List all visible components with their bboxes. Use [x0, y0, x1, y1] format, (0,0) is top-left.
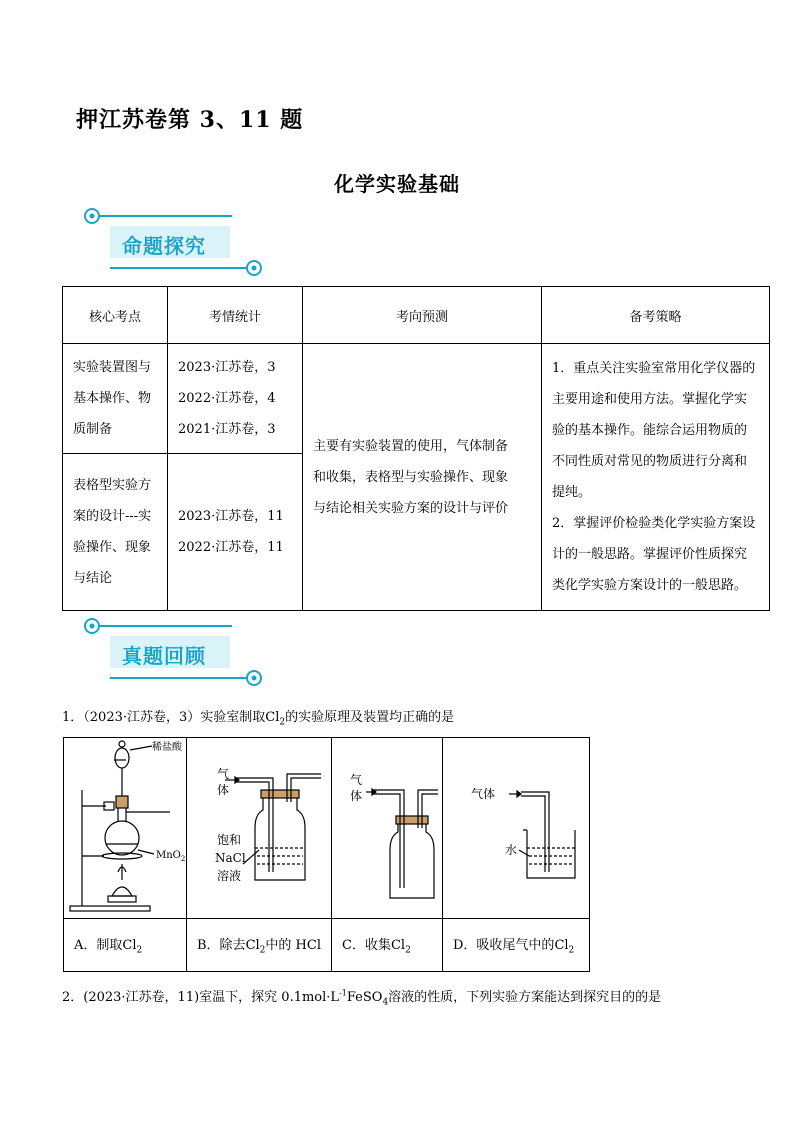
- option-c: C．收集$Cl_2$: [332, 919, 443, 972]
- wash-bottle-apparatus-icon: [187, 738, 331, 918]
- tail-gas-absorption-beaker-icon: [443, 738, 589, 918]
- gas-label-2: 体: [350, 789, 363, 803]
- question-2: 2．(2023·江苏卷，11)室温下，探究 $0.1mol\cdot L^{-1}FeSO_4$溶液的性质，下列实验方案能达到探究目的的是: [62, 988, 662, 1008]
- stats-1: 2023·江苏卷，3 2022·江苏卷，4 2021·江苏卷，3: [168, 344, 303, 454]
- acid-label: 稀盐酸: [152, 742, 182, 753]
- apparatus-c: [332, 738, 443, 919]
- gas-label-1: 气: [217, 767, 230, 781]
- gas-collection-bottle-icon: [332, 738, 442, 918]
- gas-label-1: 气: [350, 773, 363, 787]
- stats-2: 2023·江苏卷，11 2022·江苏卷，11: [168, 454, 303, 611]
- svg-text:MnO2: MnO$_2$: [156, 850, 186, 863]
- option-d: D．吸收尾气中的$Cl_2$: [443, 919, 590, 972]
- banner-review: [78, 614, 268, 688]
- chlorine-generator-apparatus-icon: [64, 738, 186, 918]
- gas-label-2: 体: [217, 783, 230, 797]
- apparatus-a: [64, 738, 187, 919]
- question-1: 1．（2023·江苏卷，3）实验室制取$Cl_2$的实验原理及装置均正确的是: [62, 710, 455, 728]
- apparatus-options-row: [64, 919, 590, 972]
- banner-explore-label: 命题探究: [122, 234, 206, 258]
- core-point-1: 实验装置图与 基本操作、物 质制备: [63, 344, 168, 454]
- apparatus-b: [187, 738, 332, 919]
- apparatus-table: [63, 737, 590, 972]
- option-b: B．除去$Cl_2$中的 HCl: [187, 919, 332, 972]
- header-prediction: 考向预测: [303, 287, 542, 344]
- table-header-row: [63, 287, 770, 344]
- mno2-label: MnO: [156, 850, 181, 861]
- solution-label-1: 饱和: [217, 833, 242, 847]
- table-row: [63, 344, 770, 454]
- page-title: 押江苏卷第 3、11 题: [76, 107, 304, 133]
- gas-label: 气体: [471, 787, 496, 801]
- banner-review-label: 真题回顾: [122, 644, 206, 668]
- header-stats: 考情统计: [168, 287, 303, 344]
- apparatus-images-row: [64, 738, 590, 919]
- option-a: A．制取$Cl_2$: [64, 919, 187, 972]
- header-core-point: 核心考点: [63, 287, 168, 344]
- strategy-cell: 1．重点关注实验室常用化学仪器的 主要用途和使用方法。掌握化学实 验的基本操作。能综合运用物质的 不同性质对常见的物质进行分离和 提纯。 2．掌握评价检验类化学实验方案设 计的一般思路。掌握评价性质探究 类化学实验方案设计的一般思路。: [542, 344, 770, 611]
- solution-label-2: NaCl: [215, 851, 246, 865]
- apparatus-d: [443, 738, 590, 919]
- banner-explore: [78, 204, 268, 278]
- header-strategy: 备考策略: [542, 287, 770, 344]
- exam-info-table: [62, 286, 770, 611]
- page-subtitle: 化学实验基础: [334, 172, 460, 196]
- water-label: 水: [505, 843, 518, 857]
- prediction-cell: 主要有实验装置的使用，气体制备 和收集，表格型与实验操作、现象 与结论相关实验方案的设计与评价: [303, 344, 542, 611]
- core-point-2: 表格型实验方 案的设计---实 验操作、现象 与结论: [63, 454, 168, 611]
- solution-label-3: 溶液: [217, 869, 242, 883]
